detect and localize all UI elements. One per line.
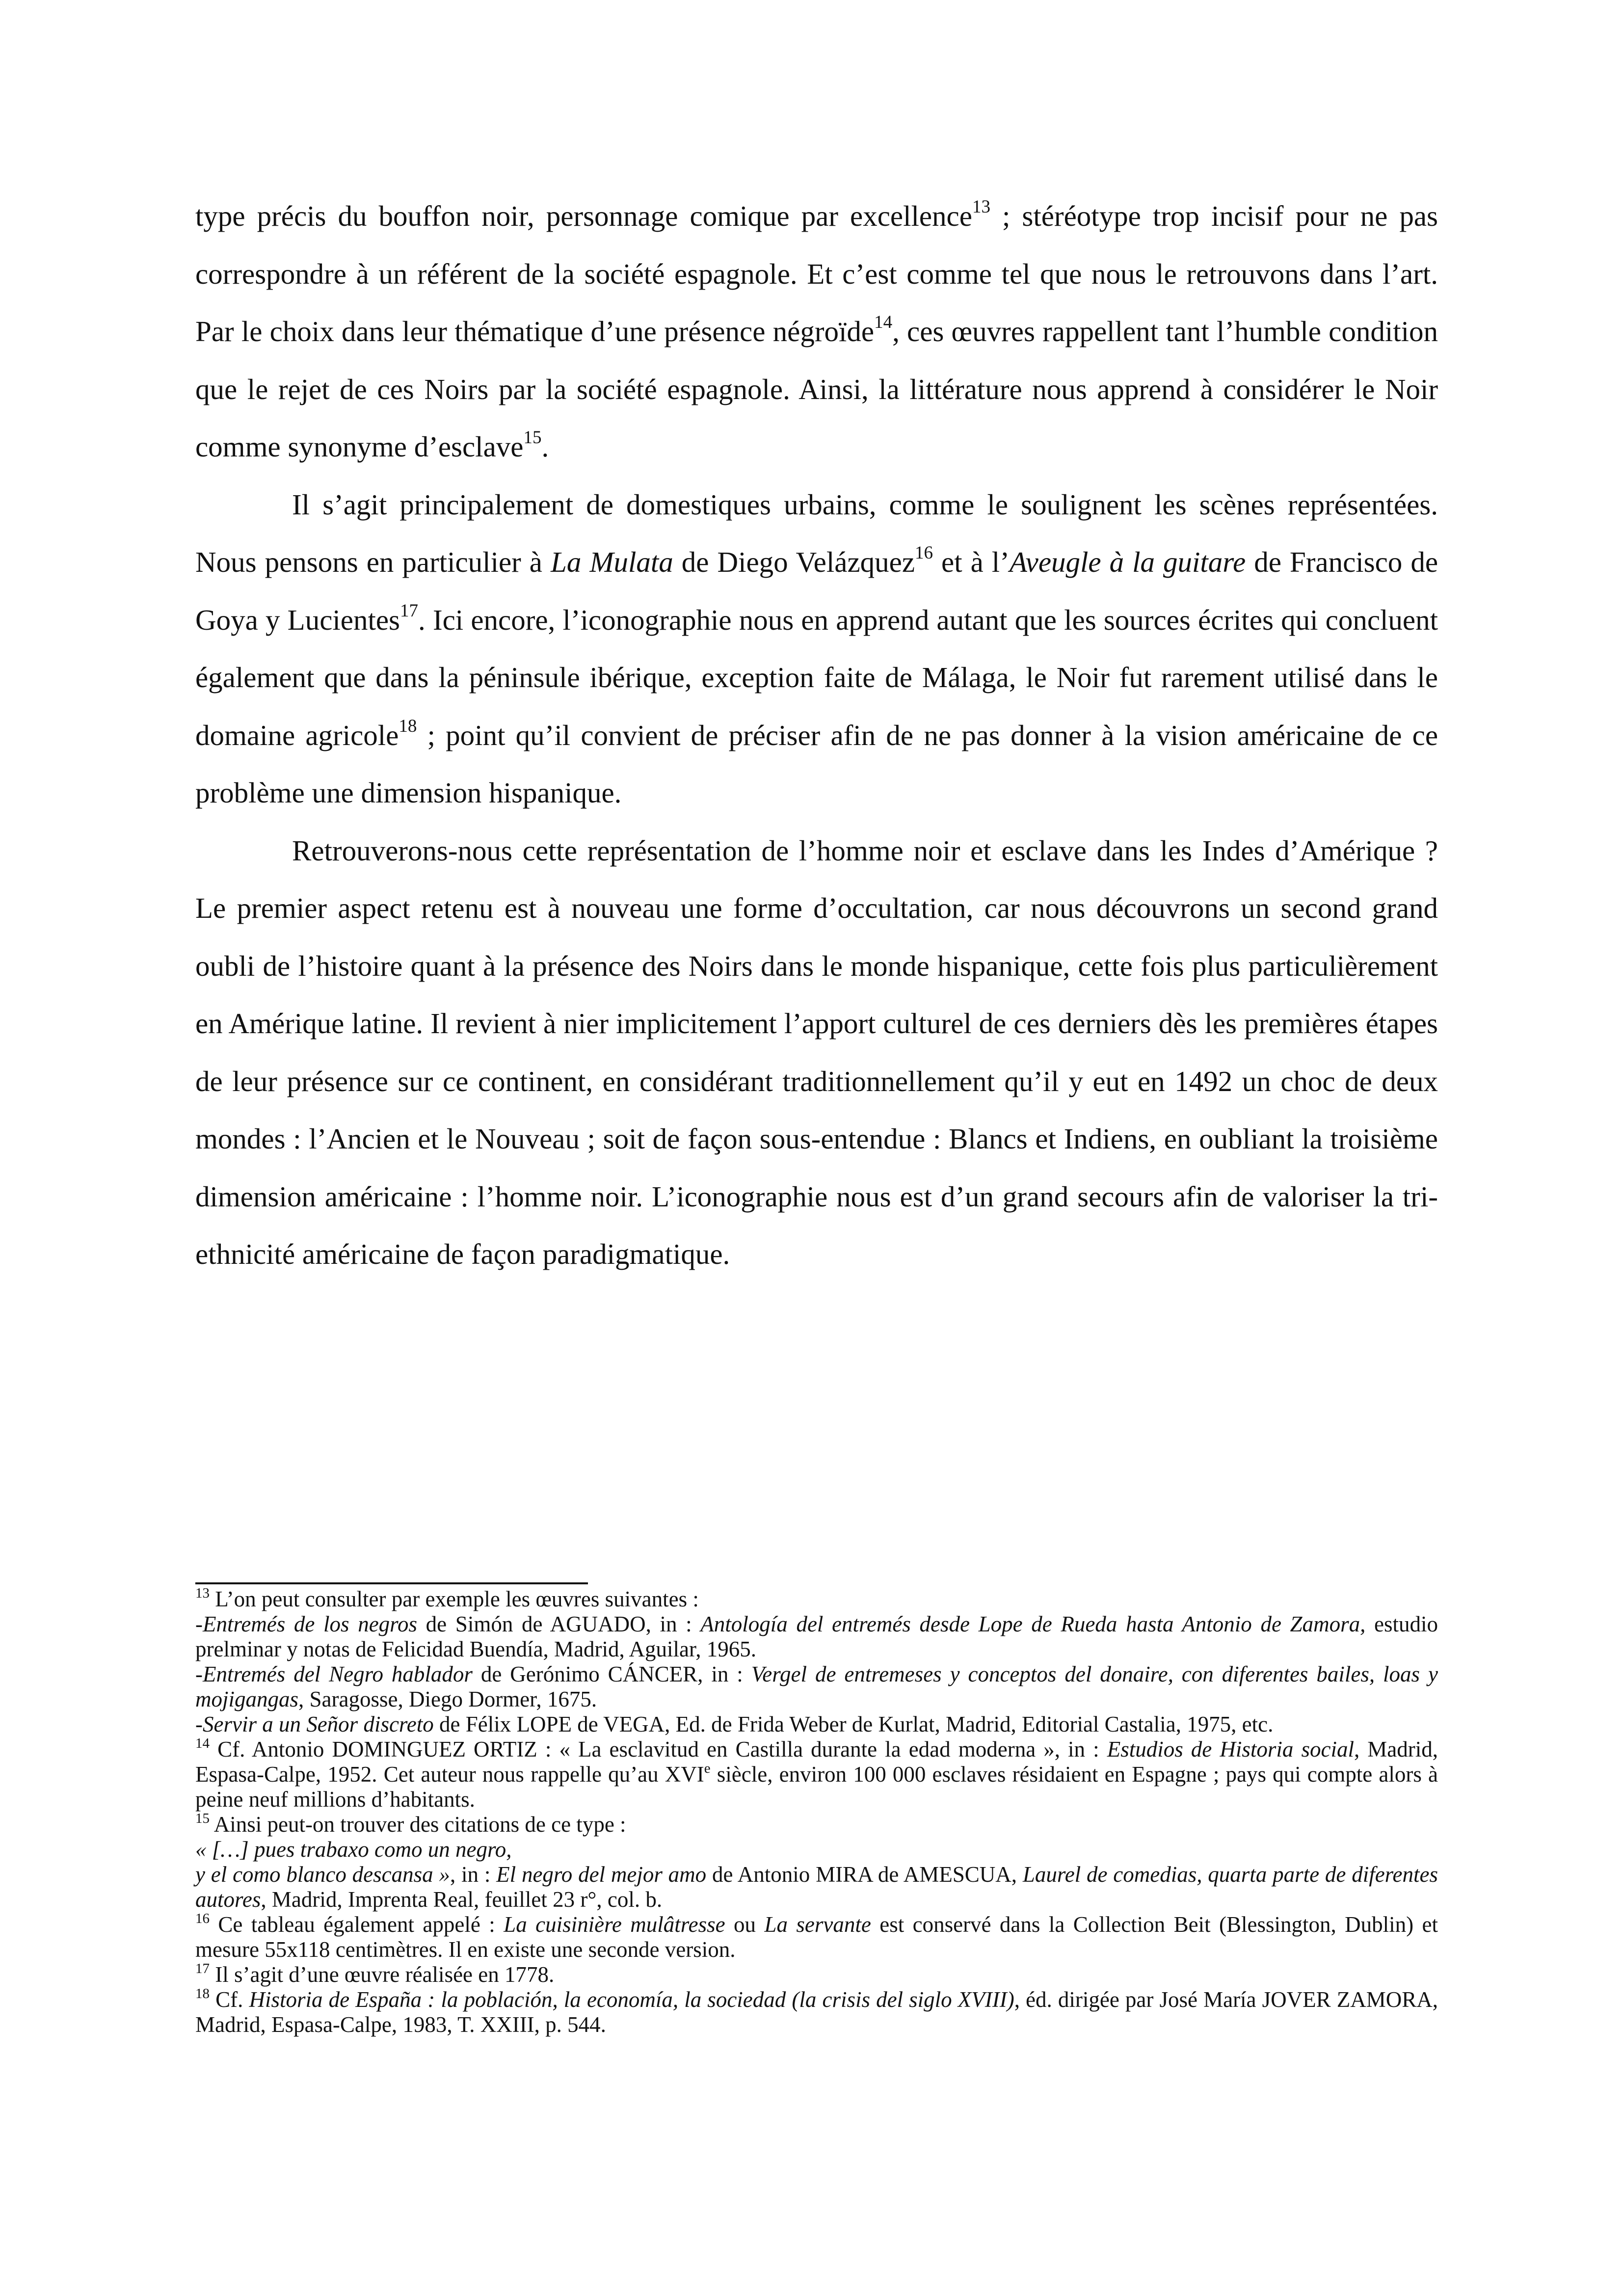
footnote-ref-16[interactable]: 16 (915, 543, 933, 563)
text-span: . Ici encore, l’iconographie nous en apprend autant que les sources écrites qui concluent également que dans la péninsule ibérique, exception faite de Málaga, le Noir fut rarement utilisé dans le domaine agricole (195, 603, 1438, 751)
text-span: et à l’ (933, 546, 1010, 578)
footnote-15 (195, 1812, 1438, 1837)
footnote-number: 16 (195, 1911, 210, 1926)
text-span: de Francisco de Goya y Lucientes (195, 546, 1438, 636)
work-title: El negro del mejor amo (496, 1862, 707, 1887)
footnotes (195, 1587, 1438, 2037)
footnote-ref-15[interactable]: 15 (523, 427, 542, 448)
artwork-title: Aveugle à la guitare (1009, 546, 1246, 578)
text-span: ; point qu’il convient de préciser afin de ne pas donner à la vision américaine de ce problème une dimension hispanique. (195, 719, 1438, 809)
footnote-text: de Simón de AGUADO, in : (417, 1612, 701, 1636)
footnote-18 (195, 1987, 1438, 2037)
footnote-separator (195, 1582, 588, 1584)
footnote-text: , Saragosse, Diego Dormer, 1675. (298, 1687, 597, 1711)
footnote-text: ou (725, 1912, 765, 1937)
footnote-17 (195, 1962, 1438, 1987)
work-title: -Servir a un Señor discreto (195, 1712, 434, 1736)
footnote-14 (195, 1737, 1438, 1812)
footnote-number: 15 (195, 1811, 210, 1826)
paragraph-3: Retrouverons-nous cette représentation de l’homme noir et esclave dans les Indes d’Amérique ? Le premier aspect retenu est à nouveau une forme d’occultation, car nous découvrons un second grand oubli de l’histoire quant à la présence des Noirs dans le monde hispanique, cette fois plus particulièrement en Amérique latine. Il revient à nier implicitement l’apport culturel de ces derniers dès les premières étapes de leur présence sur ce continent, en considérant traditionnellement qu’il y eut en 1492 un choc de deux mondes : l’Ancien et le Nouveau ; soit de façon sous-entendue : Blancs et Indiens, en oubliant la troisième dimension américaine : l’homme noir. L’iconographie nous est d’un grand secours afin de valoriser la tri-ethnicité américaine de façon paradigmatique. (195, 834, 1438, 1270)
footnote-number: 17 (195, 1961, 210, 1976)
footnote-ref-18[interactable]: 18 (399, 716, 417, 736)
footnote-ref-14[interactable]: 14 (874, 312, 893, 333)
work-title: -Entremés del Negro hablador (195, 1662, 473, 1686)
paragraph-2 (195, 476, 1438, 822)
work-title: Estudios de Historia social (1107, 1737, 1354, 1762)
footnote-ref-17[interactable]: 17 (400, 600, 419, 621)
quotation: y el como blanco descansa » (195, 1862, 450, 1887)
footnote-text: de Gerónimo CÁNCER, in : (472, 1662, 751, 1686)
work-title: La cuisinière mulâtresse (504, 1912, 725, 1937)
paragraph-1 (195, 187, 1438, 476)
footnote-text: Cf. (210, 1987, 249, 2012)
text-span: ; stéréotype trop incisif pour ne pas correspondre à un référent de la société espagnole. Et c’est comme tel que nous le retrouvons dans l’art. Par le choix dans leur thématique d’une présence négroïde (195, 200, 1438, 347)
footnote-number: 18 (195, 1986, 210, 2002)
footnote-text: est conservé dans la Collection Beit (Blessington, Dublin) et mesure 55x118 centimètres. Il en existe une seconde version. (195, 1912, 1438, 1962)
footnote-text: L’on peut consulter par exemple les œuvres suivantes : (210, 1587, 699, 1611)
text-span: type précis du bouffon noir, personnage comique par excellence (195, 200, 972, 232)
work-title: Historia de España : la población, la economía, la sociedad (la crisis del siglo XVIII) (249, 1987, 1014, 2012)
footnote-text: , éd. dirigée par José María JOVER ZAMORA, Madrid, Espasa-Calpe, 1983, T. XXIII, p. 544. (195, 1987, 1438, 2037)
text-span: Il s’agit principalement de domestiques urbains, comme le soulignent les scènes représentées. Nous pensons en particulier à (195, 488, 1438, 578)
century-superscript: e (704, 1761, 711, 1776)
text-span: de Diego Velázquez (673, 546, 915, 578)
work-title: Vergel de entremeses y conceptos del donaire, con diferentes bailes, loas y mojigangas (195, 1662, 1438, 1711)
body-text (195, 187, 1438, 1283)
footnote-13-item (195, 1712, 1438, 1737)
footnote-number: 13 (195, 1585, 210, 1601)
footnote-text: Il s’agit d’une œuvre réalisée en 1778. (210, 1962, 555, 1987)
footnote-text: Ce tableau également appelé : (210, 1912, 504, 1937)
footnote-15-quote (195, 1837, 1438, 1862)
footnote-text: Ainsi peut-on trouver des citations de ce type : (210, 1812, 626, 1837)
footnote-text: Cf. Antonio DOMINGUEZ ORTIZ : « La esclavitud en Castilla durante la edad moderna », in : (210, 1737, 1107, 1762)
quotation: « […] pues trabaxo como un negro, (195, 1837, 512, 1862)
artwork-title: La Mulata (551, 546, 673, 578)
footnote-16 (195, 1912, 1438, 1962)
footnote-text: , Madrid, Espasa-Calpe, 1952. Cet auteur nous rappelle qu’au XVI (195, 1737, 1438, 1787)
footnote-13-item (195, 1612, 1438, 1662)
footnote-text: estudio prelminar y notas de Felicidad Buendía, Madrid, Aguilar, 1965. (195, 1612, 1438, 1661)
work-title: La servante (764, 1912, 871, 1937)
footnote-number: 14 (195, 1735, 210, 1751)
footnote-text: , Madrid, Imprenta Real, feuillet 23 r°, col. b. (261, 1887, 663, 1912)
footnote-text: siècle, environ 100 000 esclaves résidaient en Espagne ; pays qui compte alors à peine neuf millions d’habitants. (195, 1762, 1438, 1812)
footnote-ref-13[interactable]: 13 (972, 197, 990, 217)
work-title: Laurel de comedias, quarta parte de diferentes autores (195, 1862, 1438, 1912)
footnote-15-quote (195, 1862, 1438, 1912)
work-title: Antología del entremés desde Lope de Rueda hasta Antonio de Zamora, (700, 1612, 1366, 1636)
footnote-13-item (195, 1662, 1438, 1712)
footnote-text: , in : (450, 1862, 497, 1887)
text-span: , ces œuvres rappellent tant l’humble condition que le rejet de ces Noirs par la société espagnole. Ainsi, la littérature nous apprend à considérer le Noir comme synonyme d’esclave (195, 315, 1438, 463)
footnote-13 (195, 1587, 1438, 1612)
footnote-text: de Félix LOPE de VEGA, Ed. de Frida Weber de Kurlat, Madrid, Editorial Castalia, 1975, etc. (433, 1712, 1274, 1736)
text-span: . (541, 430, 549, 463)
work-title: -Entremés de los negros (195, 1612, 418, 1636)
footnote-text: de Antonio MIRA de AMESCUA, (706, 1862, 1023, 1887)
